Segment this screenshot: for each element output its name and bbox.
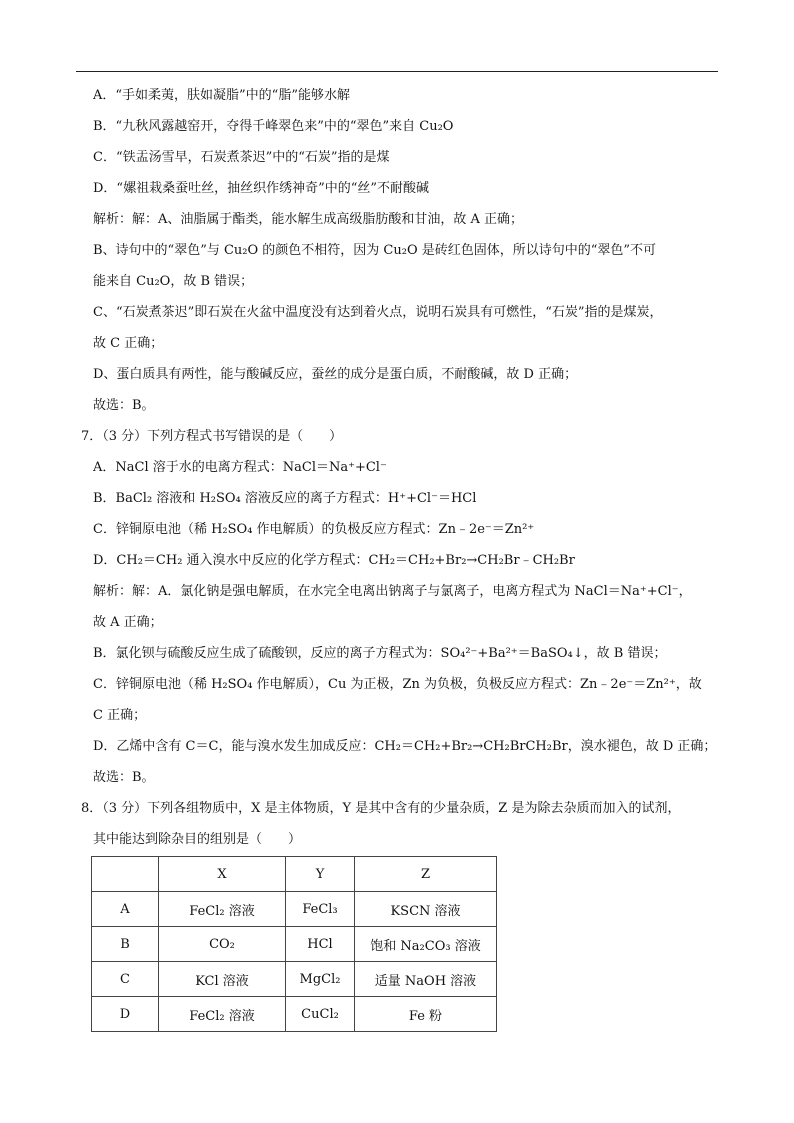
q7-option-d: D．CH₂＝CH₂ 通入溴水中反应的化学方程式：CH₂＝CH₂+Br₂→CH₂Br﹣CH₂Br: [93, 553, 575, 568]
q7-option-a: A．NaCl 溶于水的电离方程式：NaCl＝Na⁺+Cl⁻: [93, 460, 387, 475]
table-cell: KSCN 溶液: [355, 892, 497, 927]
page-content: [81, 80, 723, 855]
q7-analysis-line: B．氯化钡与硫酸反应生成了硫酸钡，反应的离子方程式为：SO₄²⁻+Ba²⁺＝BaSO₄↓，故 B 错误；: [93, 646, 667, 661]
q7-stem: 7．（3 分）下列方程式书写错误的是（ ）: [81, 429, 343, 444]
table-cell: MgCl₂: [286, 962, 355, 997]
table-row: [92, 892, 497, 927]
q6-analysis-line: 能来自 Cu₂O，故 B 错误；: [93, 274, 254, 289]
table-cell: CO₂: [159, 927, 286, 962]
table-cell: FeCl₂ 溶液: [159, 997, 286, 1032]
table-cell: FeCl₂ 溶液: [159, 892, 286, 927]
table-header-cell: [92, 857, 159, 892]
q7-analysis-line: D．乙烯中含有 C＝C，能与溴水发生加成反应：CH₂＝CH₂+Br₂→CH₂BrCH₂Br，溴水褪色，故 D 正确；: [93, 739, 717, 754]
table-cell: KCl 溶液: [159, 962, 286, 997]
q7-analysis-line: C．锌铜原电池（稀 H₂SO₄ 作电解质），Cu 为正极，Zn 为负极，负极反应方程式：Zn﹣2e⁻＝Zn²⁺，故: [93, 677, 702, 692]
table-cell: D: [92, 997, 159, 1032]
q6-analysis-line: 故 C 正确；: [93, 336, 164, 351]
q6-analysis-line: 解析：解：A、油脂属于酯类，能水解生成高级脂肪酸和甘油，故 A 正确；: [93, 212, 524, 227]
table-cell: B: [92, 927, 159, 962]
q6-option-a: A．“手如柔荑，肤如凝脂”中的“脂”能够水解: [93, 88, 350, 103]
table-cell: Fe 粉: [355, 997, 497, 1032]
table-cell: HCl: [286, 927, 355, 962]
table-header-row: [92, 857, 497, 892]
table-cell: 适量 NaOH 溶液: [355, 962, 497, 997]
table-cell: FeCl₃: [286, 892, 355, 927]
q6-analysis-line: B、诗句中的“翠色”与 Cu₂O 的颜色不相符，因为 Cu₂O 是砖红色固体，所以诗句中的“翠色”不可: [93, 243, 657, 258]
q6-option-d: D．“嫘祖栽桑蚕吐丝，抽丝织作绣神奇”中的“丝”不耐酸碱: [93, 181, 430, 196]
q7-analysis-line: 解析：解：A．氯化钠是强电解质，在水完全电离出钠离子与氯离子，电离方程式为 NaCl＝Na⁺+Cl⁻，: [93, 584, 692, 599]
q8-stem-continued: 其中能达到除杂目的组别是（ ）: [93, 832, 302, 847]
impurity-removal-table: [91, 856, 497, 1032]
table-row: [92, 997, 497, 1032]
q7-analysis-line: 故 A 正确；: [93, 615, 163, 630]
q6-analysis-line: C、“石炭煮茶迟”即石炭在火盆中温度没有达到着火点，说明石炭具有可燃性，“石炭”指的是煤炭，: [93, 305, 663, 320]
table-cell: C: [92, 962, 159, 997]
table-header-cell: Y: [286, 857, 355, 892]
table-cell: A: [92, 892, 159, 927]
q7-analysis-line: C 正确；: [93, 708, 147, 723]
table-cell: CuCl₂: [286, 997, 355, 1032]
table-header-cell: X: [159, 857, 286, 892]
table-row: [92, 927, 497, 962]
table-row: [92, 962, 497, 997]
q6-analysis-line: 故选：B。: [93, 398, 155, 413]
q8-stem: 8．（3 分）下列各组物质中，X 是主体物质，Y 是其中含有的少量杂质，Z 是为除去杂质而加入的试剂，: [81, 801, 681, 816]
q6-option-b: B．“九秋风露越窑开，夺得千峰翠色来”中的“翠色”来自 Cu₂O: [93, 119, 454, 134]
table-header-cell: Z: [355, 857, 497, 892]
q7-option-c: C．锌铜原电池（稀 H₂SO₄ 作电解质）的负极反应方程式：Zn﹣2e⁻＝Zn²⁺: [93, 522, 535, 537]
table-cell: 饱和 Na₂CO₃ 溶液: [355, 927, 497, 962]
header-rule: [76, 71, 718, 72]
q6-option-c: C．“铁盂汤雪早，石炭煮茶迟”中的“石炭”指的是煤: [93, 150, 390, 165]
q7-option-b: B．BaCl₂ 溶液和 H₂SO₄ 溶液反应的离子方程式：H⁺+Cl⁻＝HCl: [93, 491, 477, 506]
q7-analysis-line: 故选：B。: [93, 770, 155, 785]
q6-analysis-line: D、蛋白质具有两性，能与酸碱反应，蚕丝的成分是蛋白质，不耐酸碱，故 D 正确；: [93, 367, 578, 382]
